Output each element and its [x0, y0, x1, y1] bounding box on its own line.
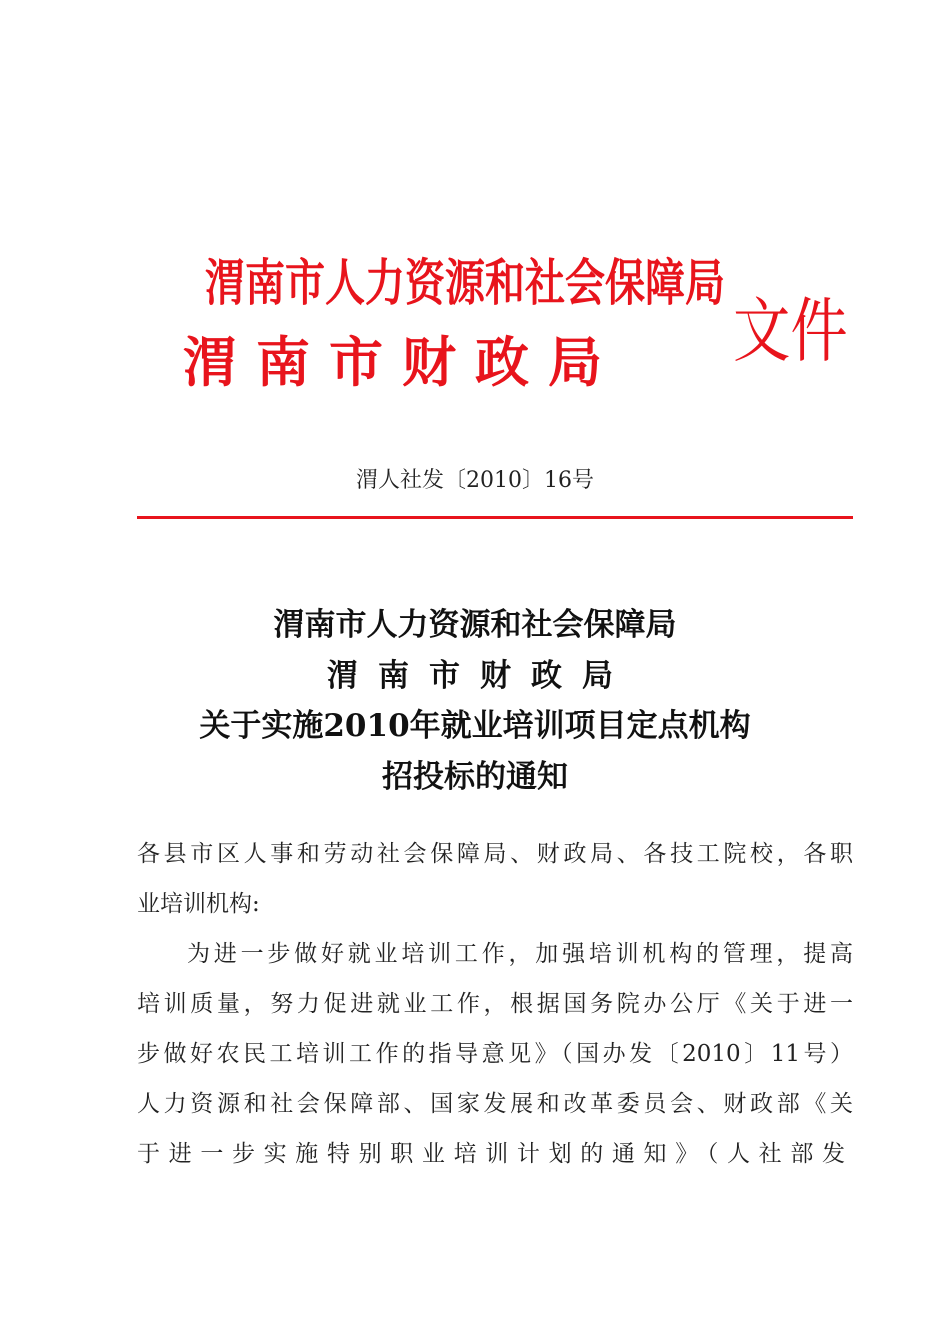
red-divider-line	[137, 516, 853, 519]
title-line-1: 渭南市人力资源和社会保障局	[273, 607, 677, 643]
letterhead-agency-finance: 渭南市财政局	[183, 331, 621, 394]
title-line-4: 招投标的通知	[382, 759, 568, 795]
body-line: 人力资源和社会保障部、国家发展和改革委员会、财政部《关	[137, 1091, 853, 1117]
body-line: 步做好农民工培训工作的指导意见》（国办发〔2010〕11号）	[137, 1041, 853, 1067]
body-line: 业培训机构:	[137, 891, 260, 917]
title-line-3: 关于实施2010年就业培训项目定点机构	[199, 708, 751, 744]
document-number: 渭人社发〔2010〕16号	[356, 468, 594, 493]
letterhead-agency-hrss: 渭南市人力资源和社会保障局	[205, 254, 725, 312]
letterhead-suffix: 文件	[733, 290, 848, 372]
title-line-2: 渭南市财政局	[327, 658, 633, 694]
body-line: 各县市区人事和劳动社会保障局、财政局、各技工院校，各职	[137, 841, 853, 867]
body-line: 于进一步实施特别职业培训计划的通知》（人社部发	[137, 1141, 853, 1167]
body-line: 为进一步做好就业培训工作，加强培训机构的管理，提高	[187, 941, 853, 967]
body-line: 培训质量，努力促进就业工作，根据国务院办公厅《关于进一	[137, 991, 853, 1017]
